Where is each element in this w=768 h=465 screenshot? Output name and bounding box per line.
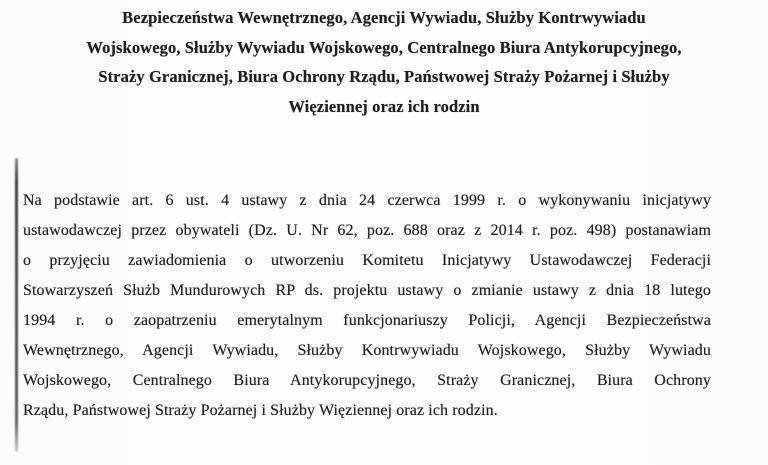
scan-edge-artifact xyxy=(15,158,18,452)
paragraph-line: ustawodawczej przez obywateli (Dz. U. Nr 62, poz. 688 oraz z 2014 r. poz. 498) postanawiam xyxy=(23,222,711,239)
paragraph-line: Stowarzyszeń Służb Mundurowych RP ds. projektu ustawy o zmianie ustawy z dnia 18 lutego xyxy=(23,282,711,299)
title-line: Straży Granicznej, Biura Ochrony Rządu, Państwowej Straży Pożarnej i Służby xyxy=(98,67,670,86)
paragraph-line: Rządu, Państwowej Straży Pożarnej i Służby Więziennej oraz ich rodzin. xyxy=(23,402,498,419)
paragraph-line: Na podstawie art. 6 ust. 4 ustawy z dnia 24 czerwca 1999 r. o wykonywaniu inicjatywy xyxy=(23,192,711,209)
paragraph-line: 1994 r. o zaopatrzeniu emerytalnym funkcjonariuszy Policji, Agencji Bezpieczeństwa xyxy=(23,312,711,329)
paragraph-line: Wewnętrznego, Agencji Wywiadu, Służby Kontrwywiadu Wojskowego, Służby Wywiadu xyxy=(23,342,711,359)
title-line: Bezpieczeństwa Wewnętrznego, Agencji Wywiadu, Służby Kontrwywiadu xyxy=(122,8,646,27)
document-paragraph xyxy=(23,186,711,426)
document-title xyxy=(30,3,738,121)
paragraph-line: Wojskowego, Centralnego Biura Antykorupcyjnego, Straży Granicznej, Biura Ochrony xyxy=(23,372,711,389)
title-line: Więziennej oraz ich rodzin xyxy=(288,96,480,116)
title-line: Wojskowego, Służby Wywiadu Wojskowego, Centralnego Biura Antykorupcyjnego, xyxy=(86,37,682,57)
paragraph-line: o przyjęciu zawiadomienia o utworzeniu Komitetu Inicjatywy Ustawodawczej Federacji xyxy=(23,252,711,269)
